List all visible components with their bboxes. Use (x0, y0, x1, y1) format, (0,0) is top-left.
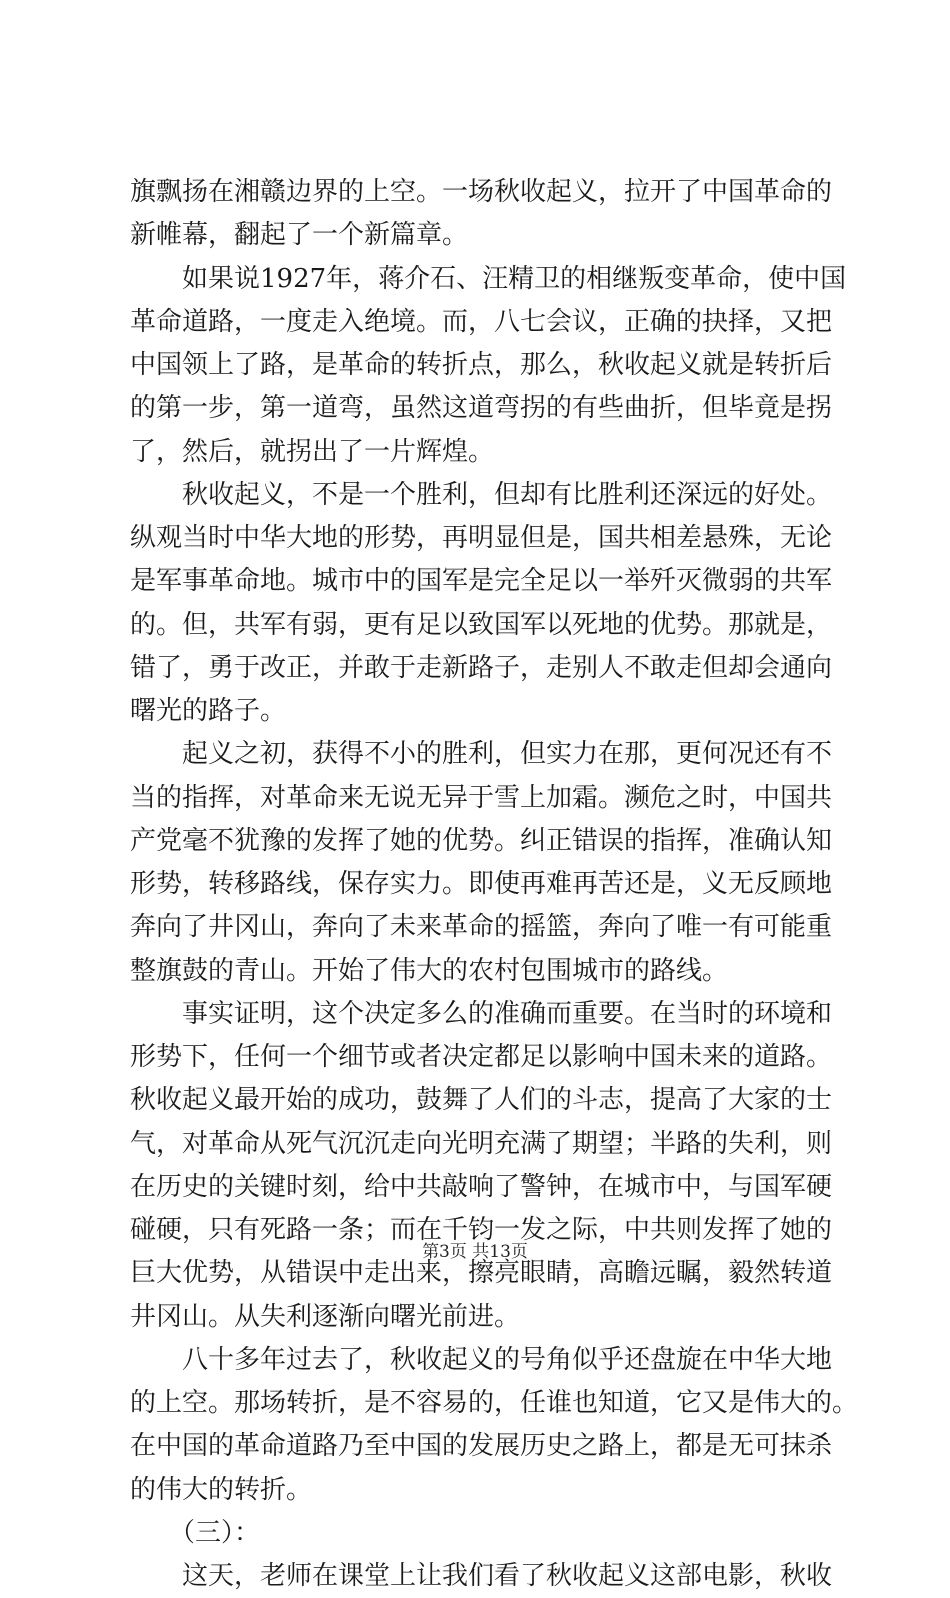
text-line: 如果说1927年，蒋介石、汪精卫的相继叛变革命，使中国 (130, 263, 847, 294)
text-line: 的第一步，第一道弯，虽然这道弯拐的有些曲折，但毕竟是拐 (130, 393, 833, 424)
text-line: 了，然后，就拐出了一片辉煌。 (130, 436, 495, 467)
page-number-footer: 第3页 共13页 (422, 1242, 528, 1262)
text-line: 的上空。那场转折，是不容易的，任谁也知道，它又是伟大的。 (130, 1388, 859, 1418)
text-line: 秋收起义最开始的成功，鼓舞了人们的斗志，提高了大家的士 (130, 1085, 833, 1116)
text-line: 在中国的革命道路乃至中国的发展历史之路上，都是无可抹杀 (130, 1431, 833, 1462)
text-line: 秋收起义，不是一个胜利，但却有比胜利还深远的好处。 (130, 479, 833, 510)
text-line: 旗飘扬在湘赣边界的上空。一场秋收起义，拉开了中国革命的 (130, 177, 833, 207)
text-line: 曙光的路子。 (130, 696, 287, 726)
text-line: 事实证明，这个决定多么的准确而重要。在当时的环境和 (130, 998, 833, 1029)
text-line: 是军事革命地。城市中的国军是完全足以一举歼灭微弱的共军 (130, 566, 833, 597)
text-line: 碰硬，只有死路一条；而在千钧一发之际，中共则发挥了她的 (130, 1215, 833, 1245)
text-line: 奔向了井冈山，奔向了未来革命的摇篮，奔向了唯一有可能重 (130, 912, 833, 943)
text-line: 在历史的关键时刻，给中共敲响了警钟，在城市中，与国军硬 (130, 1171, 833, 1202)
text-line: 的。但，共军有弱，更有足以致国军以死地的优势。那就是， (130, 609, 833, 640)
text-line: 形势下，任何一个细节或者决定都足以影响中国未来的道路。 (130, 1042, 833, 1072)
text-line: 错了，勇于改正，并敢于走新路子，走别人不敢走但却会通向 (130, 652, 833, 683)
text-line: 巨大优势，从错误中走出来，擦亮眼睛，高瞻远瞩，毅然转道 (130, 1258, 833, 1289)
text-line: 井冈山。从失利逐渐向曙光前进。 (130, 1301, 521, 1332)
text-line: 产党毫不犹豫的发挥了她的优势。纠正错误的指挥，准确认知 (130, 825, 833, 856)
text-line: 当的指挥，对革命来无说无异于雪上加霜。濒危之时，中国共 (130, 782, 833, 813)
text-line: 的伟大的转折。 (130, 1474, 313, 1505)
text-line: 中国领上了路，是革命的转折点，那么，秋收起义就是转折后 (130, 350, 833, 380)
text-line: 纵观当时中华大地的形势，再明显但是，国共相差悬殊，无论 (130, 523, 833, 553)
text-line: 八十多年过去了，秋收起义的号角似乎还盘旋在中华大地 (130, 1344, 833, 1375)
text-line: （三）： (130, 1517, 261, 1548)
text-line: 起义之初，获得不小的胜利，但实力在那，更何况还有不 (130, 739, 833, 770)
text-line: 革命道路，一度走入绝境。而，八七会议，正确的抉择，又把 (130, 306, 833, 337)
text-line: 新帷幕，翻起了一个新篇章。 (130, 220, 469, 251)
body-text (130, 171, 859, 1598)
text-line: 气，对革命从死气沉沉走向光明充满了期望；半路的失利，则 (130, 1128, 833, 1159)
text-line: 形势，转移路线，保存实力。即使再难再苦还是，义无反顾地 (130, 869, 833, 899)
text-line: 这天，老师在课堂上让我们看了秋收起义这部电影，秋收 (130, 1561, 833, 1591)
text-line: 整旗鼓的青山。开始了伟大的农村包围城市的路线。 (130, 955, 729, 986)
